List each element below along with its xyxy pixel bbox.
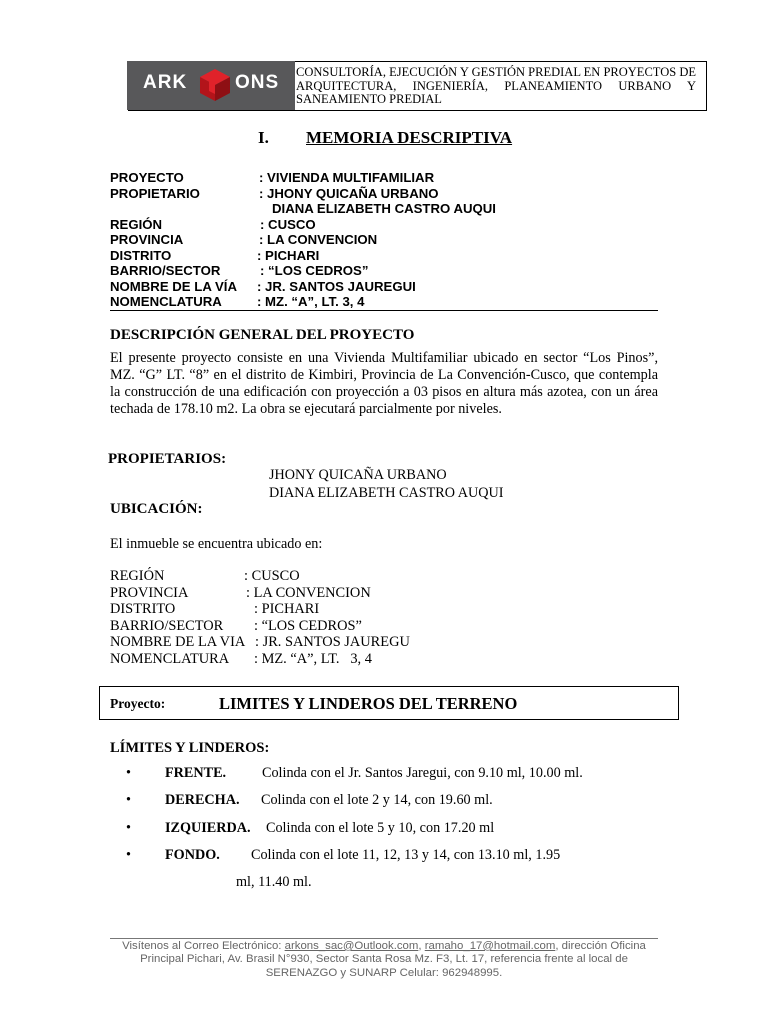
location-label: NOMENCLATURA [110,650,230,667]
limit-key: DERECHA. [165,792,240,809]
section-number: I. [258,128,269,147]
location-label: REGIÓN [110,568,165,584]
limits-title-box [99,686,679,720]
footer [110,940,658,980]
info-label: PROPIETARIO [110,185,200,201]
page-title [258,128,512,148]
location-value: : JR. SANTOS JAUREGU [255,634,410,651]
location-label: DISTRITO [110,601,176,618]
info-label: BARRIO/SECTOR [110,263,221,278]
bullet-icon: • [126,792,131,809]
info-label: NOMBRE DE LA VÍA [110,278,237,294]
info-label: DISTRITO [110,247,172,263]
email-link-arkons[interactable]: arkons_sac@Outlook.com [284,940,419,952]
general-paragraph: El presente proyecto consiste en una Vivienda Multifamiliar ubicado en sector “Los Pinos”, MZ. “G” LT. “8” en el distrito de Kimbiri, Provincia de La Convención-Cusco, que contempla la construcción de una edificación con proyección a 03 pisos en altura más azotea, con un área techada de 178.10 m2. La obra se ejecutará parcialmente por niveles. [110,350,658,417]
owners-heading: PROPIETARIOS: [108,451,227,467]
footer-prefix: Visítenos al Correo Electrónico: [122,940,285,952]
bullet-icon: • [126,765,131,781]
limit-text: Colinda con el lote 11, 12, 13 y 14, con 13.10 ml, 1.95 [251,846,561,863]
limit-continuation: ml, 11.40 ml. [236,874,312,890]
footer-divider [110,938,658,939]
location-value: : LA CONVENCION [246,584,371,601]
info-label: PROVINCIA [110,232,184,247]
info-value: : CUSCO [260,216,316,232]
info-value: : JHONY QUICAÑA URBANO [259,185,439,201]
general-heading: DESCRIPCIÓN GENERAL DEL PROYECTO [110,327,415,343]
header-description: CONSULTORÍA, EJECUCIÓN Y GESTIÓN PREDIAL EN PROYECTOS DE ARQUITECTURA, INGENIERÍA, PLANEAMIENTO URBANO Y SANEAMIENTO PREDIAL [296,65,696,106]
footer-suffix: , dirección Oficina Principal Pichari, Av. Brasil N°930, Sector Santa Rosa Mz. F3, Lt. 17, referencia frente al local de SERENAZGO y SUNARP Celular: 962948995. [140,940,646,979]
location-label: NOMBRE DE LA VIA [110,634,246,651]
limits-heading: LÍMITES Y LINDEROS: [110,740,270,756]
info-value: : “LOS CEDROS” [260,263,369,278]
limit-key: IZQUIERDA. [165,819,251,836]
location-value: : MZ. “A”, LT. 3, 4 [254,650,372,667]
bullet-icon: • [126,819,131,836]
footer-sep: , [418,940,425,952]
info-value: : MZ. “A”, LT. 3, 4 [257,294,365,309]
info-label: PROYECTO [110,170,184,185]
location-heading: UBICACIÓN: [110,501,203,517]
bullet-icon: • [126,846,131,863]
section-title: MEMORIA DESCRIPTIVA [306,128,513,147]
limit-text: Colinda con el lote 5 y 10, con 17.20 ml [266,819,495,836]
divider [110,310,658,311]
limit-key: FRENTE. [165,765,227,781]
location-label: PROVINCIA [110,584,189,601]
info-value: : LA CONVENCION [259,232,378,247]
limit-key: FONDO. [165,846,220,863]
owner-name: JHONY QUICAÑA URBANO [269,467,447,483]
limit-text: Colinda con el lote 2 y 14, con 19.60 ml. [261,792,493,809]
owner-name: DIANA ELIZABETH CASTRO AUQUI [269,485,504,501]
location-intro: El inmueble se encuentra ubicado en: [110,536,323,552]
info-value: DIANA ELIZABETH CASTRO AUQUI [272,201,496,216]
project-label: Proyecto: [110,696,166,711]
email-link-ramaho[interactable]: ramaho_17@hotmail.com [424,940,556,952]
location-value: : PICHARI [254,601,320,618]
company-logo [127,61,295,110]
limits-title: LIMITES Y LINDEROS DEL TERRENO [219,694,518,713]
info-value: : VIVIENDA MULTIFAMILIAR [259,170,435,185]
location-value: : CUSCO [244,568,300,584]
info-label: NOMENCLATURA [110,294,222,309]
logo-text-right: ONS [235,72,280,93]
cube-icon [197,67,233,103]
location-label: BARRIO/SECTOR [110,617,224,634]
info-label: REGIÓN [110,216,163,232]
limit-text: Colinda con el Jr. Santos Jaregui, con 9.10 ml, 10.00 ml. [262,765,583,781]
location-value: : “LOS CEDROS” [254,617,362,634]
info-value: : PICHARI [257,247,320,263]
info-value: : JR. SANTOS JAUREGUI [257,278,416,294]
logo-text-left: ARK [143,72,188,93]
